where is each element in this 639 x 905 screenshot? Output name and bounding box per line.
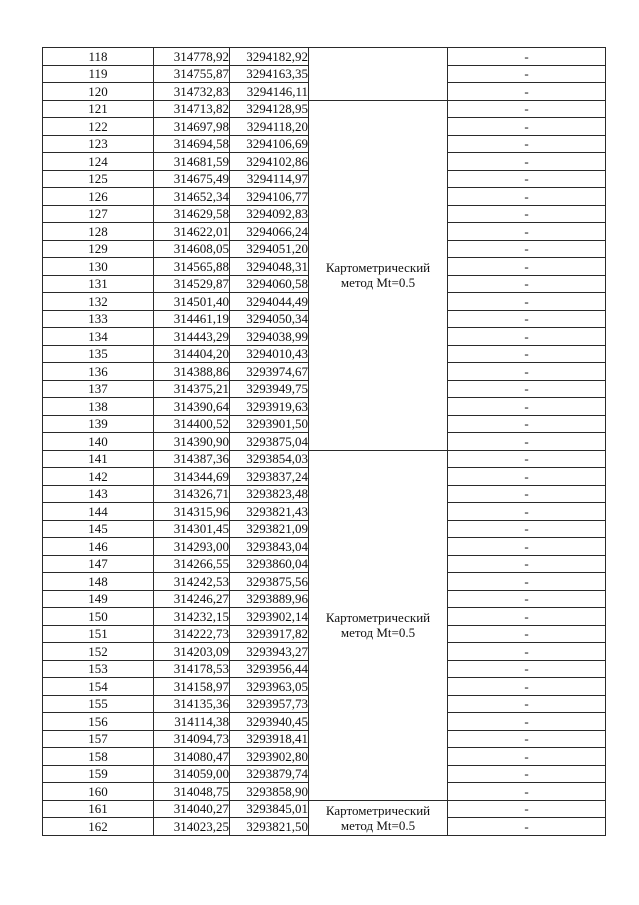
note-cell: -	[448, 153, 606, 171]
point-number-cell: 129	[43, 240, 154, 258]
method-cell	[309, 48, 448, 101]
point-number-cell: 143	[43, 485, 154, 503]
y-coordinate-cell: 3293860,04	[230, 555, 309, 573]
point-number-cell: 135	[43, 345, 154, 363]
point-number-cell: 154	[43, 678, 154, 696]
note-cell: -	[448, 310, 606, 328]
point-number-cell: 118	[43, 48, 154, 66]
point-number-cell: 133	[43, 310, 154, 328]
note-cell: -	[448, 293, 606, 311]
y-coordinate-cell: 3293889,96	[230, 590, 309, 608]
note-cell: -	[448, 818, 606, 836]
note-cell: -	[448, 695, 606, 713]
x-coordinate-cell: 314080,47	[154, 748, 230, 766]
note-cell: -	[448, 713, 606, 731]
x-coordinate-cell: 314040,27	[154, 800, 230, 818]
point-number-cell: 139	[43, 415, 154, 433]
x-coordinate-cell: 314222,73	[154, 625, 230, 643]
x-coordinate-cell: 314652,34	[154, 188, 230, 206]
point-number-cell: 137	[43, 380, 154, 398]
note-cell: -	[448, 660, 606, 678]
point-number-cell: 127	[43, 205, 154, 223]
note-cell: -	[448, 188, 606, 206]
note-cell: -	[448, 328, 606, 346]
x-coordinate-cell: 314387,36	[154, 450, 230, 468]
y-coordinate-cell: 3293854,03	[230, 450, 309, 468]
note-cell: -	[448, 555, 606, 573]
x-coordinate-cell: 314732,83	[154, 83, 230, 101]
x-coordinate-cell: 314344,69	[154, 468, 230, 486]
y-coordinate-cell: 3293879,74	[230, 765, 309, 783]
note-cell: -	[448, 730, 606, 748]
y-coordinate-cell: 3294044,49	[230, 293, 309, 311]
y-coordinate-cell: 3294066,24	[230, 223, 309, 241]
x-coordinate-cell: 314629,58	[154, 205, 230, 223]
note-cell: -	[448, 275, 606, 293]
note-cell: -	[448, 783, 606, 801]
coordinates-table	[42, 47, 606, 836]
x-coordinate-cell: 314232,15	[154, 608, 230, 626]
y-coordinate-cell: 3293974,67	[230, 363, 309, 381]
note-cell: -	[448, 83, 606, 101]
y-coordinate-cell: 3293919,63	[230, 398, 309, 416]
point-number-cell: 156	[43, 713, 154, 731]
x-coordinate-cell: 314461,19	[154, 310, 230, 328]
note-cell: -	[448, 433, 606, 451]
note-cell: -	[448, 398, 606, 416]
point-number-cell: 148	[43, 573, 154, 591]
y-coordinate-cell: 3293963,05	[230, 678, 309, 696]
point-number-cell: 119	[43, 65, 154, 83]
point-number-cell: 131	[43, 275, 154, 293]
point-number-cell: 123	[43, 135, 154, 153]
x-coordinate-cell: 314203,09	[154, 643, 230, 661]
point-number-cell: 159	[43, 765, 154, 783]
y-coordinate-cell: 3294106,77	[230, 188, 309, 206]
y-coordinate-cell: 3293917,82	[230, 625, 309, 643]
table-row	[43, 48, 606, 66]
note-cell: -	[448, 573, 606, 591]
y-coordinate-cell: 3293943,27	[230, 643, 309, 661]
y-coordinate-cell: 3293843,04	[230, 538, 309, 556]
point-number-cell: 126	[43, 188, 154, 206]
point-number-cell: 147	[43, 555, 154, 573]
x-coordinate-cell: 314622,01	[154, 223, 230, 241]
note-cell: -	[448, 678, 606, 696]
x-coordinate-cell: 314094,73	[154, 730, 230, 748]
point-number-cell: 125	[43, 170, 154, 188]
x-coordinate-cell: 314293,00	[154, 538, 230, 556]
point-number-cell: 140	[43, 433, 154, 451]
point-number-cell: 162	[43, 818, 154, 836]
x-coordinate-cell: 314375,21	[154, 380, 230, 398]
note-cell: -	[448, 258, 606, 276]
point-number-cell: 124	[43, 153, 154, 171]
y-coordinate-cell: 3294048,31	[230, 258, 309, 276]
y-coordinate-cell: 3293821,50	[230, 818, 309, 836]
x-coordinate-cell: 314158,97	[154, 678, 230, 696]
y-coordinate-cell: 3293845,01	[230, 800, 309, 818]
y-coordinate-cell: 3294050,34	[230, 310, 309, 328]
point-number-cell: 136	[43, 363, 154, 381]
y-coordinate-cell: 3294128,95	[230, 100, 309, 118]
note-cell: -	[448, 643, 606, 661]
x-coordinate-cell: 314681,59	[154, 153, 230, 171]
x-coordinate-cell: 314778,92	[154, 48, 230, 66]
x-coordinate-cell: 314135,36	[154, 695, 230, 713]
note-cell: -	[448, 380, 606, 398]
x-coordinate-cell: 314501,40	[154, 293, 230, 311]
x-coordinate-cell: 314048,75	[154, 783, 230, 801]
x-coordinate-cell: 314697,98	[154, 118, 230, 136]
x-coordinate-cell: 314390,64	[154, 398, 230, 416]
y-coordinate-cell: 3293821,43	[230, 503, 309, 521]
note-cell: -	[448, 520, 606, 538]
note-cell: -	[448, 240, 606, 258]
y-coordinate-cell: 3294051,20	[230, 240, 309, 258]
y-coordinate-cell: 3293940,45	[230, 713, 309, 731]
point-number-cell: 120	[43, 83, 154, 101]
y-coordinate-cell: 3293957,73	[230, 695, 309, 713]
note-cell: -	[448, 625, 606, 643]
point-number-cell: 152	[43, 643, 154, 661]
y-coordinate-cell: 3293902,80	[230, 748, 309, 766]
y-coordinate-cell: 3293902,14	[230, 608, 309, 626]
note-cell: -	[448, 468, 606, 486]
point-number-cell: 158	[43, 748, 154, 766]
x-coordinate-cell: 314404,20	[154, 345, 230, 363]
note-cell: -	[448, 485, 606, 503]
point-number-cell: 134	[43, 328, 154, 346]
x-coordinate-cell: 314178,53	[154, 660, 230, 678]
y-coordinate-cell: 3294114,97	[230, 170, 309, 188]
note-cell: -	[448, 118, 606, 136]
point-number-cell: 160	[43, 783, 154, 801]
y-coordinate-cell: 3294106,69	[230, 135, 309, 153]
method-label-line2: метод Mt=0.5	[340, 625, 416, 640]
x-coordinate-cell: 314326,71	[154, 485, 230, 503]
method-label-line1: Картометрический	[325, 260, 431, 275]
point-number-cell: 157	[43, 730, 154, 748]
method-cell	[309, 800, 448, 835]
note-cell: -	[448, 48, 606, 66]
x-coordinate-cell: 314266,55	[154, 555, 230, 573]
note-cell: -	[448, 590, 606, 608]
point-number-cell: 149	[43, 590, 154, 608]
y-coordinate-cell: 3293837,24	[230, 468, 309, 486]
x-coordinate-cell: 314059,00	[154, 765, 230, 783]
x-coordinate-cell: 314755,87	[154, 65, 230, 83]
x-coordinate-cell: 314315,96	[154, 503, 230, 521]
note-cell: -	[448, 765, 606, 783]
note-cell: -	[448, 800, 606, 818]
coordinate-sheet	[42, 47, 606, 836]
method-cell	[309, 100, 448, 450]
x-coordinate-cell: 314388,86	[154, 363, 230, 381]
y-coordinate-cell: 3294010,43	[230, 345, 309, 363]
y-coordinate-cell: 3294163,35	[230, 65, 309, 83]
point-number-cell: 128	[43, 223, 154, 241]
y-coordinate-cell: 3294038,99	[230, 328, 309, 346]
coordinates-table-body	[43, 48, 606, 836]
note-cell: -	[448, 345, 606, 363]
method-label-line2: метод Mt=0.5	[340, 275, 416, 290]
note-cell: -	[448, 363, 606, 381]
note-cell: -	[448, 608, 606, 626]
point-number-cell: 161	[43, 800, 154, 818]
note-cell: -	[448, 205, 606, 223]
y-coordinate-cell: 3293823,48	[230, 485, 309, 503]
x-coordinate-cell: 314713,82	[154, 100, 230, 118]
point-number-cell: 141	[43, 450, 154, 468]
y-coordinate-cell: 3294092,83	[230, 205, 309, 223]
x-coordinate-cell: 314023,25	[154, 818, 230, 836]
note-cell: -	[448, 503, 606, 521]
x-coordinate-cell: 314565,88	[154, 258, 230, 276]
table-row	[43, 800, 606, 818]
point-number-cell: 122	[43, 118, 154, 136]
y-coordinate-cell: 3294118,20	[230, 118, 309, 136]
note-cell: -	[448, 100, 606, 118]
point-number-cell: 132	[43, 293, 154, 311]
table-row	[43, 100, 606, 118]
point-number-cell: 153	[43, 660, 154, 678]
y-coordinate-cell: 3293949,75	[230, 380, 309, 398]
y-coordinate-cell: 3293875,04	[230, 433, 309, 451]
note-cell: -	[448, 538, 606, 556]
note-cell: -	[448, 450, 606, 468]
y-coordinate-cell: 3293918,41	[230, 730, 309, 748]
y-coordinate-cell: 3294102,86	[230, 153, 309, 171]
point-number-cell: 138	[43, 398, 154, 416]
point-number-cell: 145	[43, 520, 154, 538]
note-cell: -	[448, 65, 606, 83]
x-coordinate-cell: 314675,49	[154, 170, 230, 188]
y-coordinate-cell: 3293956,44	[230, 660, 309, 678]
y-coordinate-cell: 3293821,09	[230, 520, 309, 538]
x-coordinate-cell: 314400,52	[154, 415, 230, 433]
x-coordinate-cell: 314529,87	[154, 275, 230, 293]
table-row	[43, 450, 606, 468]
method-label-line1: Картометрический	[325, 802, 431, 818]
y-coordinate-cell: 3294146,11	[230, 83, 309, 101]
x-coordinate-cell: 314694,58	[154, 135, 230, 153]
y-coordinate-cell: 3294060,58	[230, 275, 309, 293]
point-number-cell: 130	[43, 258, 154, 276]
point-number-cell: 121	[43, 100, 154, 118]
x-coordinate-cell: 314390,90	[154, 433, 230, 451]
method-cell	[309, 450, 448, 800]
y-coordinate-cell: 3293901,50	[230, 415, 309, 433]
method-label-line2: метод Mt=0.5	[340, 817, 416, 833]
point-number-cell: 146	[43, 538, 154, 556]
y-coordinate-cell: 3294182,92	[230, 48, 309, 66]
x-coordinate-cell: 314301,45	[154, 520, 230, 538]
method-label-line1: Картометрический	[325, 610, 431, 625]
point-number-cell: 150	[43, 608, 154, 626]
y-coordinate-cell: 3293875,56	[230, 573, 309, 591]
x-coordinate-cell: 314443,29	[154, 328, 230, 346]
note-cell: -	[448, 748, 606, 766]
note-cell: -	[448, 135, 606, 153]
point-number-cell: 144	[43, 503, 154, 521]
x-coordinate-cell: 314608,05	[154, 240, 230, 258]
note-cell: -	[448, 223, 606, 241]
point-number-cell: 142	[43, 468, 154, 486]
point-number-cell: 151	[43, 625, 154, 643]
note-cell: -	[448, 170, 606, 188]
point-number-cell: 155	[43, 695, 154, 713]
y-coordinate-cell: 3293858,90	[230, 783, 309, 801]
x-coordinate-cell: 314246,27	[154, 590, 230, 608]
x-coordinate-cell: 314242,53	[154, 573, 230, 591]
note-cell: -	[448, 415, 606, 433]
x-coordinate-cell: 314114,38	[154, 713, 230, 731]
